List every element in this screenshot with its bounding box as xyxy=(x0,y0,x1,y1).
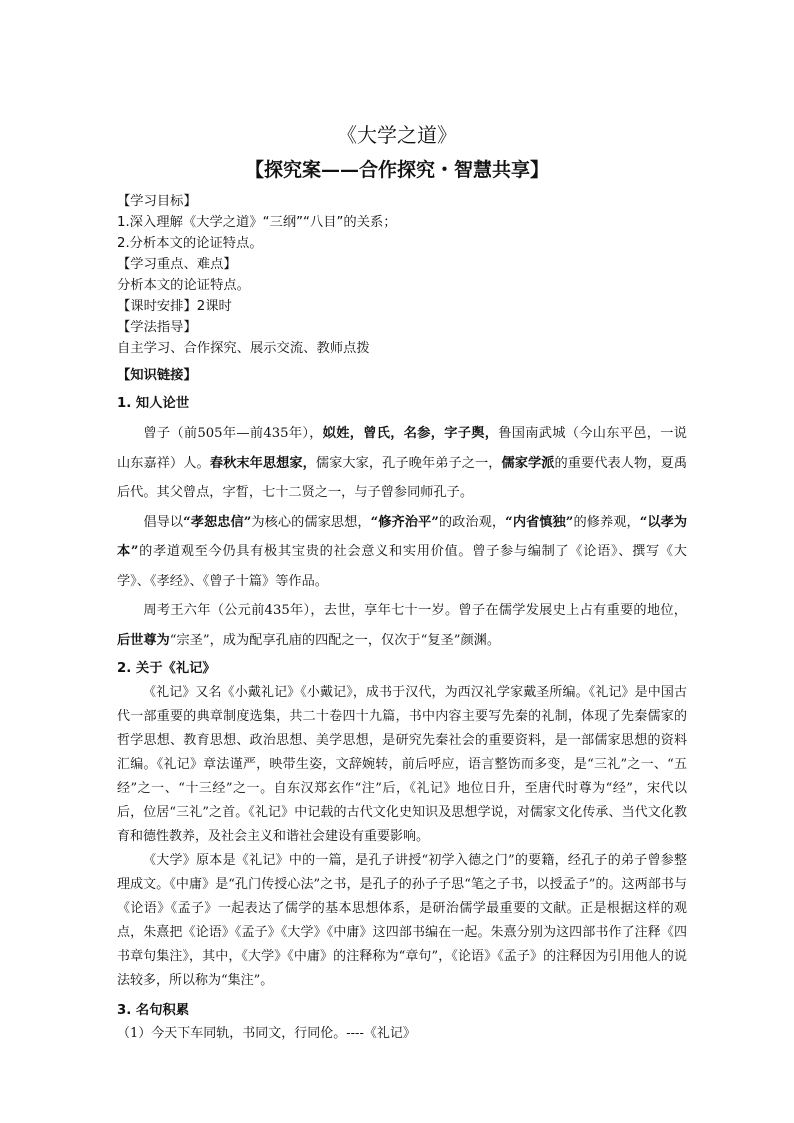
method-header: 【学法指导】 xyxy=(117,320,197,335)
document-title: 《大学之道》 xyxy=(337,123,457,147)
text-segment: 为核心的儒家思想， xyxy=(251,514,371,530)
goal-item-2: 2.分析本文的论证特点。 xyxy=(117,236,263,251)
document-subtitle: 【探究案——合作探究・智慧共享】 xyxy=(244,159,549,181)
goal-item-1: 1.深入理解《大学之道》“三纲”“八目”的关系； xyxy=(117,215,397,230)
section-2-para-1: 《礼记》又名《小戴礼记》《小戴记》，成书于汉代，为西汉礼学家戴圣所编。《礼记》是中国古代一部重要的典章制度选集，共二十卷四十九篇，书中内容主要写先秦的礼制，体现了先秦儒家的哲学思想、教育思想、政治思想、美学思想，是研究先秦社会的重要资料，是一部儒家思想的资料汇编。《礼记》章法谨严，映带生姿，文辞婉转，前后呼应，语言整饬而多变，是“三礼”之一、“五经”之一、“十三经”之一。自东汉郑玄作“注”后，《礼记》地位日升，至唐代时尊为“经”，宋代以后，位居“三礼”之首。《礼记》中记载的古代文化史知识及思想学说，对儒家文化传承、当代文化教育和德性教养，及社会主义和谐社会建设有重要影响。 xyxy=(117,685,687,844)
goals-header: 【学习目标】 xyxy=(117,194,197,209)
text-segment: 春秋末年思想家， xyxy=(209,455,316,471)
text-segment: 的修养观， xyxy=(573,514,640,530)
text-segment: 儒家学派 xyxy=(501,455,555,471)
text-segment: 鲁国南武城（今山东平邑，一说山东嘉祥）人。 xyxy=(117,426,687,471)
schedule-line xyxy=(117,296,687,317)
keypoints-text: 分析本文的论证特点。 xyxy=(117,278,250,293)
text-segment: “内省慎独” xyxy=(505,514,574,530)
knowledge-section xyxy=(117,364,687,1045)
schedule-header: 【课时安排】 xyxy=(117,299,197,314)
section-1-para-2 xyxy=(117,508,687,597)
text-segment: 儒家大家，孔子晚年弟子之一， xyxy=(315,455,502,471)
text-segment: 曾子（前505年—前435年）， xyxy=(143,426,323,441)
text-segment: 周考王六年（公元前435年），去世，享年七十一岁。曾子在儒学发展史上占有重要的地位， xyxy=(143,603,687,618)
text-segment: 的政治观， xyxy=(438,514,506,530)
text-segment: 的重要代表人物，夏禹后代。其父曾点，字晳，七十二贤之一，与子曾参同师孔子。 xyxy=(117,455,688,500)
text-segment: “孝恕忠信” xyxy=(183,514,252,530)
quote-1: （1）今天下车同轨，书同文，行同伦。----《礼记》 xyxy=(117,1026,416,1041)
text-segment: “宗圣”，成为配享孔庙的四配之一，仅次于“复圣”颜渊。 xyxy=(169,632,501,648)
section-1-para-1 xyxy=(117,419,687,508)
schedule-text: 2课时 xyxy=(196,299,232,314)
text-segment: “修齐治平” xyxy=(370,514,439,530)
text-segment: 倡导以 xyxy=(143,514,184,530)
study-info-section xyxy=(117,191,687,359)
text-segment: 后世尊为 xyxy=(117,632,170,648)
text-segment: “以孝为本” xyxy=(117,514,688,559)
section-2-heading: 2. 关于《礼记》 xyxy=(117,661,216,676)
text-segment: 姒姓，曾氏，名参，字子舆， xyxy=(322,426,499,441)
section-2-para-2: 《大学》原本是《礼记》中的一篇，是孔子讲授“初学入德之门”的要籍，经孔子的弟子曾参整理成文。《中庸》是“孔门传授心法”之书，是孔子的孙子子思“笔之子书，以授孟子”的。这两部书与《论语》《孟子》一起表达了儒学的基本思想体系，是研治儒学最重要的文献。正是根据这样的观点，朱熹把《论语》《孟子》《大学》《中庸》这四部书编在一起。朱熹分别为这四部书作了注释《四书章句集注》，其中，《大学》《中庸》的注释称为“章句”，《论语》《孟子》的注释因为引用他人的说法较多，所以称为“集注”。 xyxy=(117,853,687,988)
keypoints-header: 【学习重点、难点】 xyxy=(117,257,237,272)
text-segment: 的孝道观至今仍具有极其宝贵的社会意义和实用价值。曾子参与编制了《论语》、撰写《大学》、《孝经》、《曾子十篇》等作品。 xyxy=(117,544,687,589)
knowledge-header: 【知识链接】 xyxy=(117,368,197,383)
section-1-heading: 1. 知人论世 xyxy=(117,396,190,411)
section-3-heading: 3. 名句积累 xyxy=(117,1003,190,1018)
method-text: 自主学习、合作探究、展示交流、教师点拨 xyxy=(117,341,370,356)
section-1-para-3 xyxy=(117,596,687,655)
